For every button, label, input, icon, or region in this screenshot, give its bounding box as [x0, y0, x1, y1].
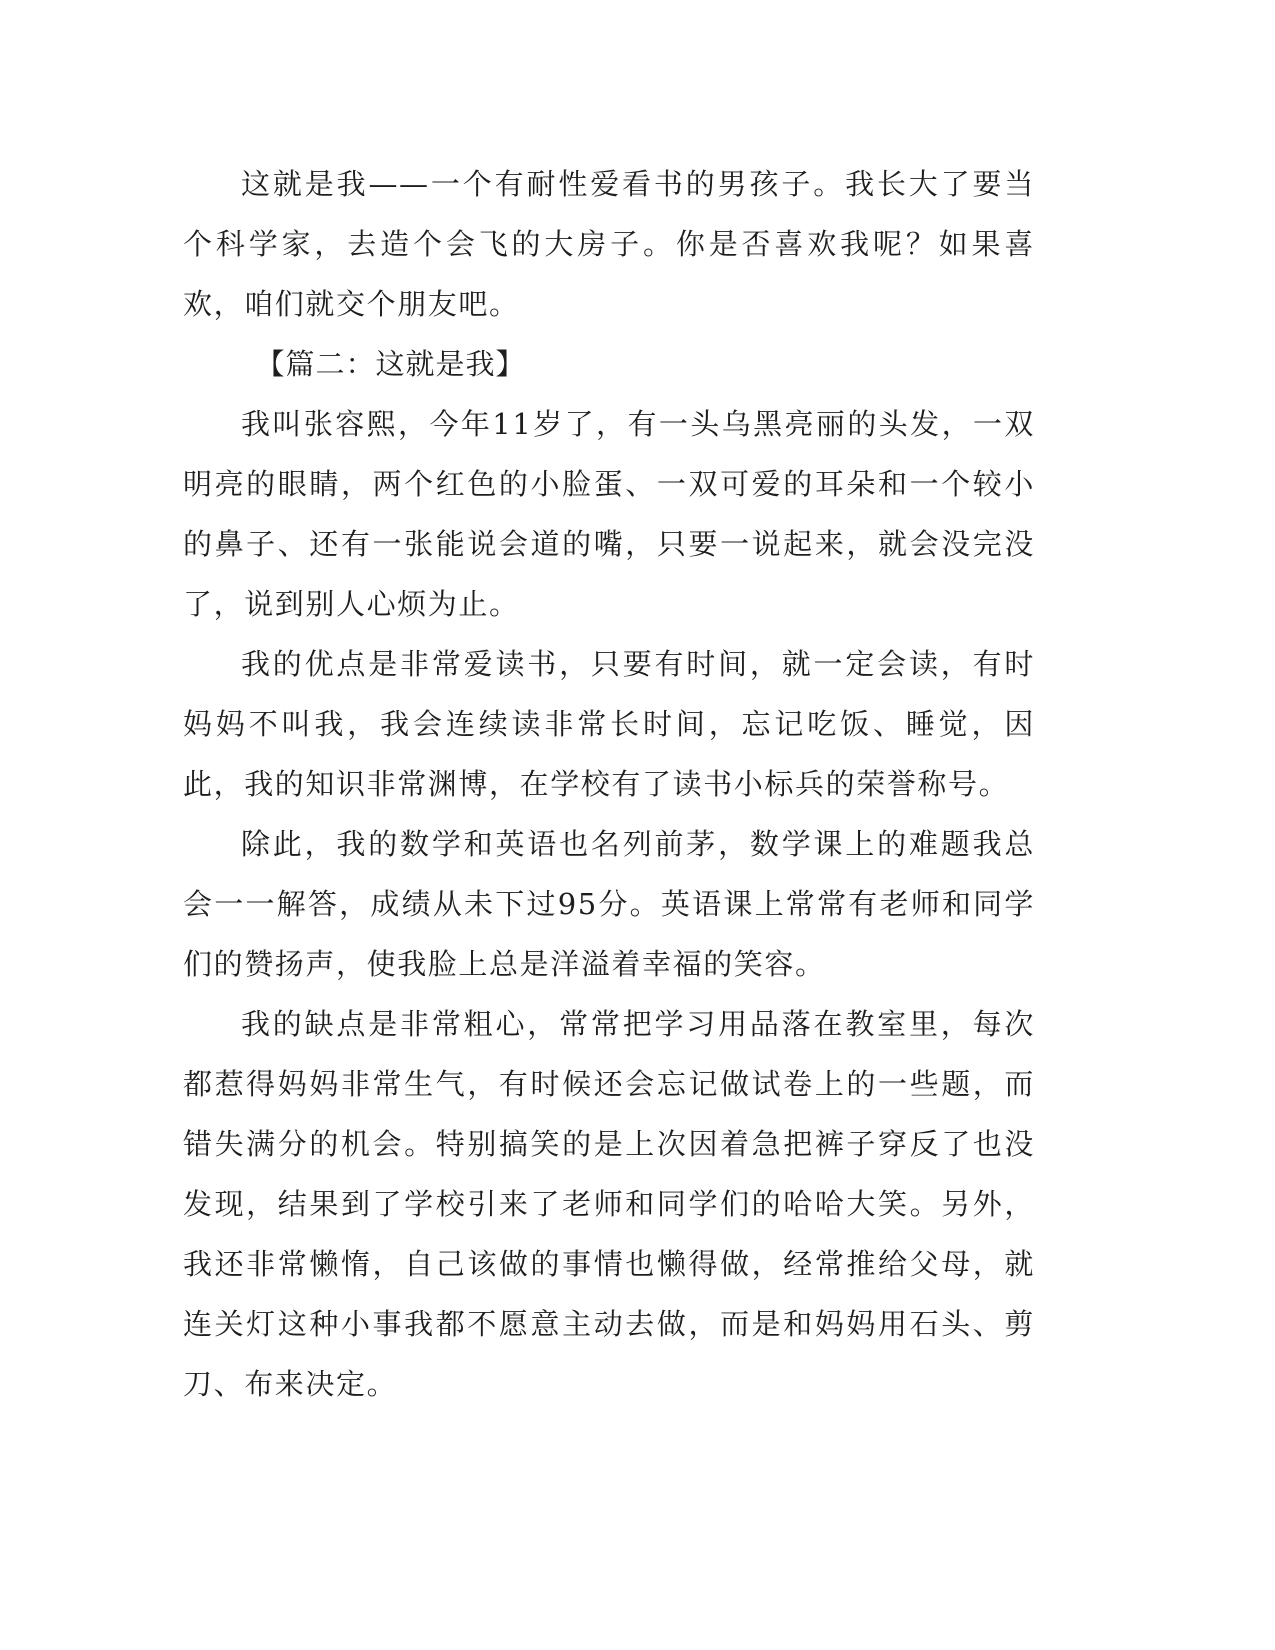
paragraph-intro-ending: 这就是我——一个有耐性爱看书的男孩子。我长大了要当个科学家，去造个会飞的大房子。你是否喜欢我呢？如果喜欢，咱们就交个朋友吧。: [183, 167, 1035, 321]
paragraph-strength-subjects: 除此，我的数学和英语也名列前茅，数学课上的难题我总会一一解答，成绩从未下过95分。英语课上常常有老师和同学们的赞扬声，使我脸上总是洋溢着幸福的笑容。: [183, 827, 1035, 981]
document-body: [183, 154, 1035, 1414]
paragraph-strength-reading: 我的优点是非常爱读书，只要有时间，就一定会读，有时妈妈不叫我，我会连续读非常长时间，忘记吃饭、睡觉，因此，我的知识非常渊博，在学校有了读书小标兵的荣誉称号。: [183, 647, 1035, 801]
paragraph-weaknesses: 我的缺点是非常粗心，常常把学习用品落在教室里，每次都惹得妈妈非常生气，有时候还会忘记做试卷上的一些题，而错失满分的机会。特别搞笑的是上次因着急把裤子穿反了也没发现，结果到了学校引来了老师和同学们的哈哈大笑。另外，我还非常懒惰，自己该做的事情也懒得做，经常推给父母，就连关灯这种小事我都不愿意主动去做，而是和妈妈用石头、剪刀、布来决定。: [183, 1007, 1035, 1401]
section-heading: 【篇二：这就是我】: [255, 347, 526, 381]
paragraph-self-description: 我叫张容熙，今年11岁了，有一头乌黑亮丽的头发，一双明亮的眼睛，两个红色的小脸蛋、一双可爱的耳朵和一个较小的鼻子、还有一张能说会道的嘴，只要一说起来，就会没完没了，说到别人心烦为止。: [183, 407, 1035, 621]
